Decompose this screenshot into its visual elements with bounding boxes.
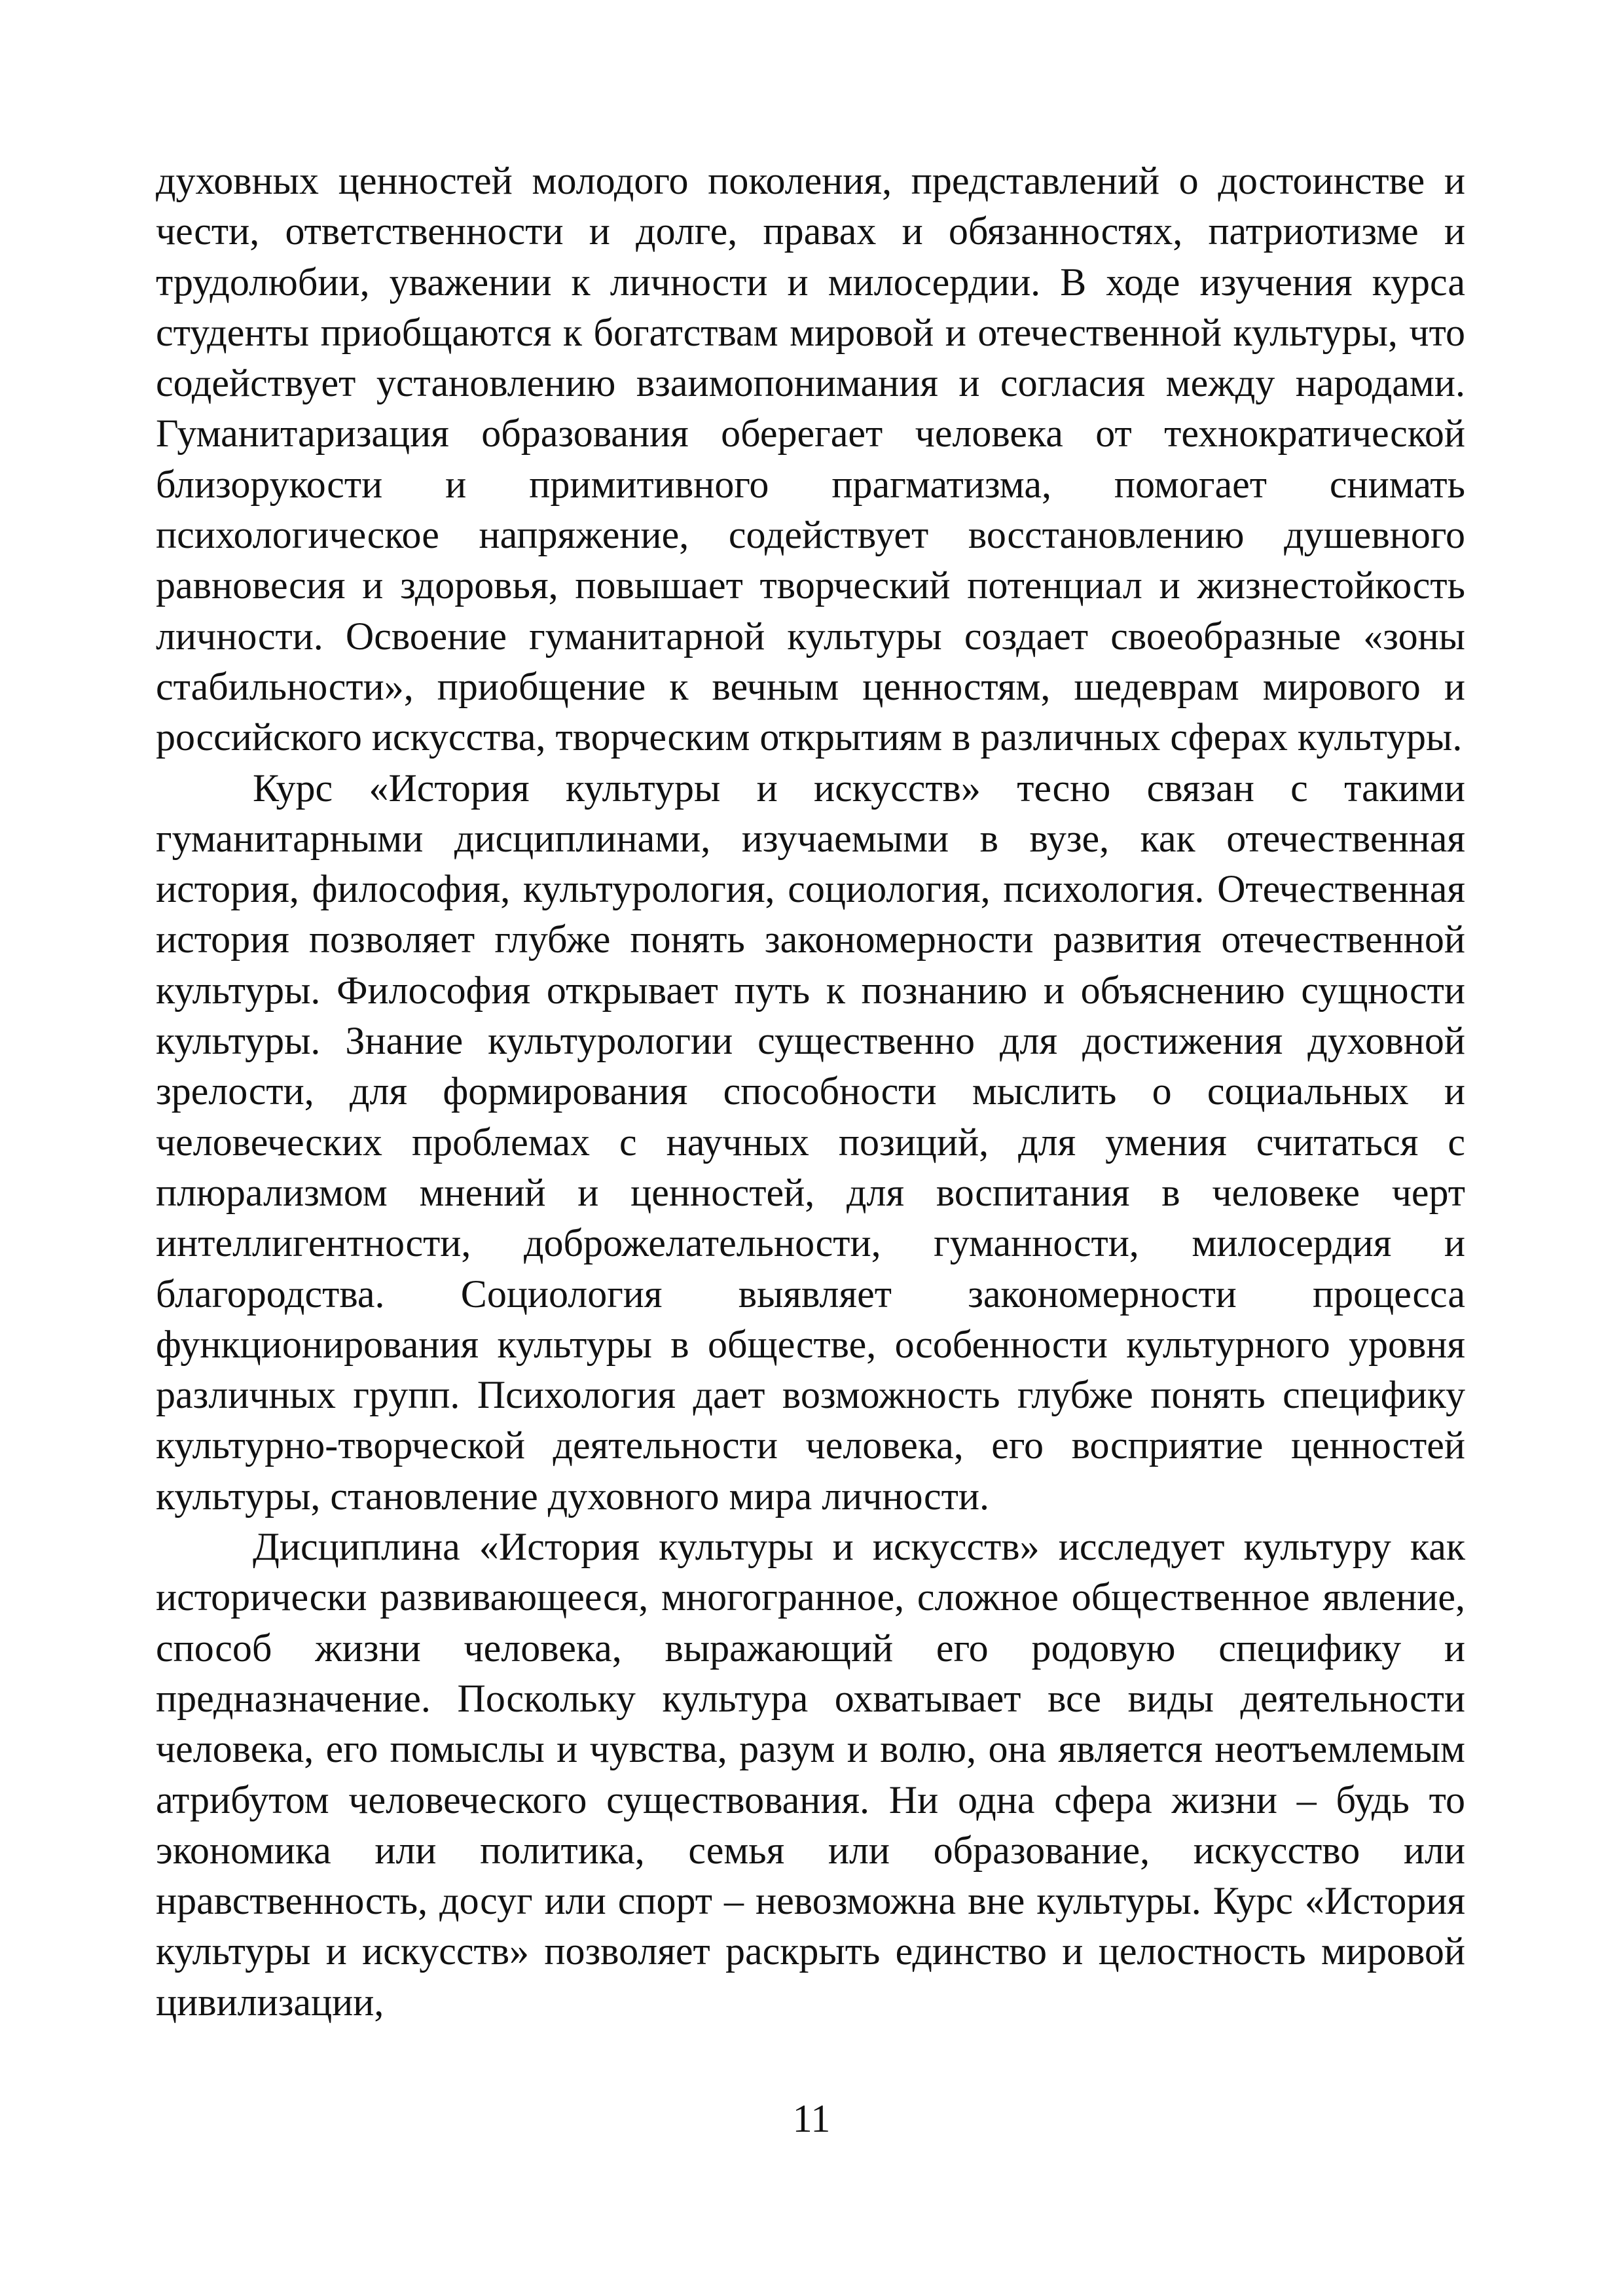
page-number: 11	[792, 2097, 831, 2140]
paragraph-2: Курс «История культуры и искусств» тесно связан с такими гуманитарными дисциплинами, изучаемыми в вузе, как отечественная история, философия, культурология, социология, психология. Отечественная история позволяет глубже понять закономерности развития отечественной культуры. Философия открывает путь к познанию и объяснению сущности культуры. Знание культурологии существенно для достижения духовной зрелости, для формирования способности мыслить о социальных и человеческих проблемах с научных позиций, для умения считаться с плюрализмом мнений и ценностей, для воспитания в человеке черт интеллигентности, доброжелательности, гуманности, милосердия и благородства. Социология выявляет закономерности процесса функционирования культуры в обществе, особенности культурного уровня различных групп. Психология дает возможность глубже понять специфику культурно-творческой деятельности человека, его восприятие ценностей культуры, становление духовного мира личности.	[156, 766, 1465, 1518]
paragraph-1: духовных ценностей молодого поколения, представлений о достоинстве и чести, ответственности и долге, правах и обязанностях, патриотизме и трудолюбии, уважении к личности и милосердии. В ходе изучения курса студенты приобщаются к богатствам мировой и отечественной культуры, что содействует установлению взаимопонимания и согласия между народами. Гуманитаризация образования оберегает человека от технократической близорукости и примитивного прагматизма, помогает снимать психологическое напряжение, содействует восстановлению душевного равновесия и здоровья, повышает творческий потенциал и жизнестойкость личности. Освоение гуманитарной культуры создает своеобразные «зоны стабильности», приобщение к вечным ценностям, шедеврам мирового и российского искусства, творческим открытиям в различных сферах культуры.	[156, 159, 1465, 759]
body-text	[156, 156, 1465, 2028]
paragraph-3: Дисциплина «История культуры и искусств» исследует культуру как исторически развивающееся, многогранное, сложное общественное явление, способ жизни человека, выражающий его родовую специфику и предназначение. Поскольку культура охватывает все виды деятельности человека, его помыслы и чувства, разум и волю, она является неотъемлемым атрибутом человеческого существования. Ни одна сфера жизни – будь то экономика или политика, семья или образование, искусство или нравственность, досуг или спорт – невозможна вне культуры. Курс «История культуры и искусств» позволяет раскрыть единство и целостность мировой цивилизации,	[156, 1525, 1465, 2024]
